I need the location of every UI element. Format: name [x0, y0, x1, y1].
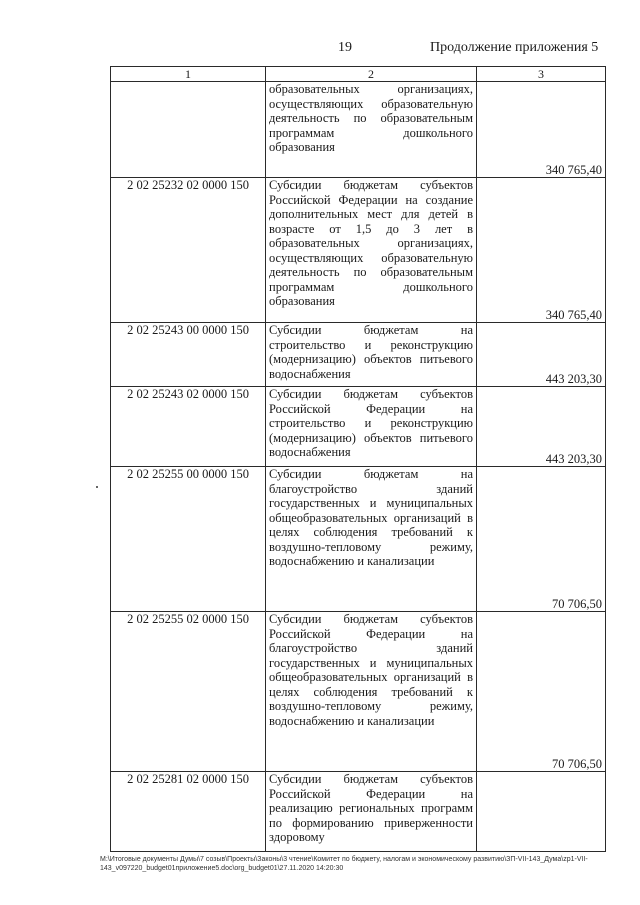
row-amount: 443 203,30 — [477, 387, 606, 467]
column-header-3: 3 — [477, 67, 606, 82]
table-row — [111, 178, 606, 323]
page-number: 19 — [338, 40, 352, 55]
row-amount: 70 706,50 — [477, 612, 606, 772]
budget-table — [110, 66, 606, 852]
row-description: Субсидии бюджетам на строительство и реконструкцию (модернизацию) объектов питьевого водоснабжения — [266, 323, 477, 387]
row-amount: 340 765,40 — [477, 82, 606, 178]
row-amount — [477, 772, 606, 852]
row-amount: 340 765,40 — [477, 178, 606, 323]
column-header-2: 2 — [266, 67, 477, 82]
row-code: 2 02 25281 02 0000 150 — [111, 772, 266, 852]
table-row — [111, 772, 606, 852]
table-row — [111, 612, 606, 772]
column-header-1: 1 — [111, 67, 266, 82]
table-header-row — [111, 67, 606, 82]
continuation-label: Продолжение приложения 5 — [430, 40, 599, 55]
row-code: 2 02 25243 02 0000 150 — [111, 387, 266, 467]
row-code: 2 02 25243 00 0000 150 — [111, 323, 266, 387]
row-amount: 70 706,50 — [477, 467, 606, 612]
row-code: 2 02 25232 02 0000 150 — [111, 178, 266, 323]
table-row — [111, 387, 606, 467]
row-description: Субсидии бюджетам субъектов Российской Федерации на создание дополнительных мест для детей в возрасте от 1,5 до 3 лет в образовательных организациях, осуществляющих образовательную деятельность по образовательным программам дошкольного образования — [266, 178, 477, 323]
row-code — [111, 82, 266, 178]
table-row — [111, 82, 606, 178]
row-amount: 443 203,30 — [477, 323, 606, 387]
file-path-footer: M:\Итоговые документы Думы\7 созыв\Проекты\Законы\3 чтение\Комитет по бюджету, налогам и экономическому развитию\ЗП-VII-143_Дума\zp1-VII-143_v097220_budget01приложение5.doc\org_budget01\27.11.2020 14:20:30 — [100, 856, 588, 872]
row-code: 2 02 25255 02 0000 150 — [111, 612, 266, 772]
row-code: 2 02 25255 00 0000 150 — [111, 467, 266, 612]
row-description: Субсидии бюджетам субъектов Российской Федерации на строительство и реконструкцию (модернизацию) объектов питьевого водоснабжения — [266, 387, 477, 467]
scan-speck — [96, 486, 98, 488]
table-row — [111, 323, 606, 387]
table-row — [111, 467, 606, 612]
row-description: Субсидии бюджетам на благоустройство зданий государственных и муниципальных общеобразовательных организаций в целях соблюдения требований к воздушно-тепловому режиму, водоснабжению и канализации — [266, 467, 477, 612]
row-description: образовательных организациях, осуществляющих образовательную деятельность по образовательным программам дошкольного образования — [266, 82, 477, 178]
row-description: Субсидии бюджетам субъектов Российской Федерации на благоустройство зданий государственных и муниципальных общеобразовательных организаций в целях соблюдения требований к воздушно-тепловому режиму, водоснабжению и канализации — [266, 612, 477, 772]
row-description: Субсидии бюджетам субъектов Российской Федерации на реализацию региональных программ по формированию приверженности здоровому — [266, 772, 477, 852]
